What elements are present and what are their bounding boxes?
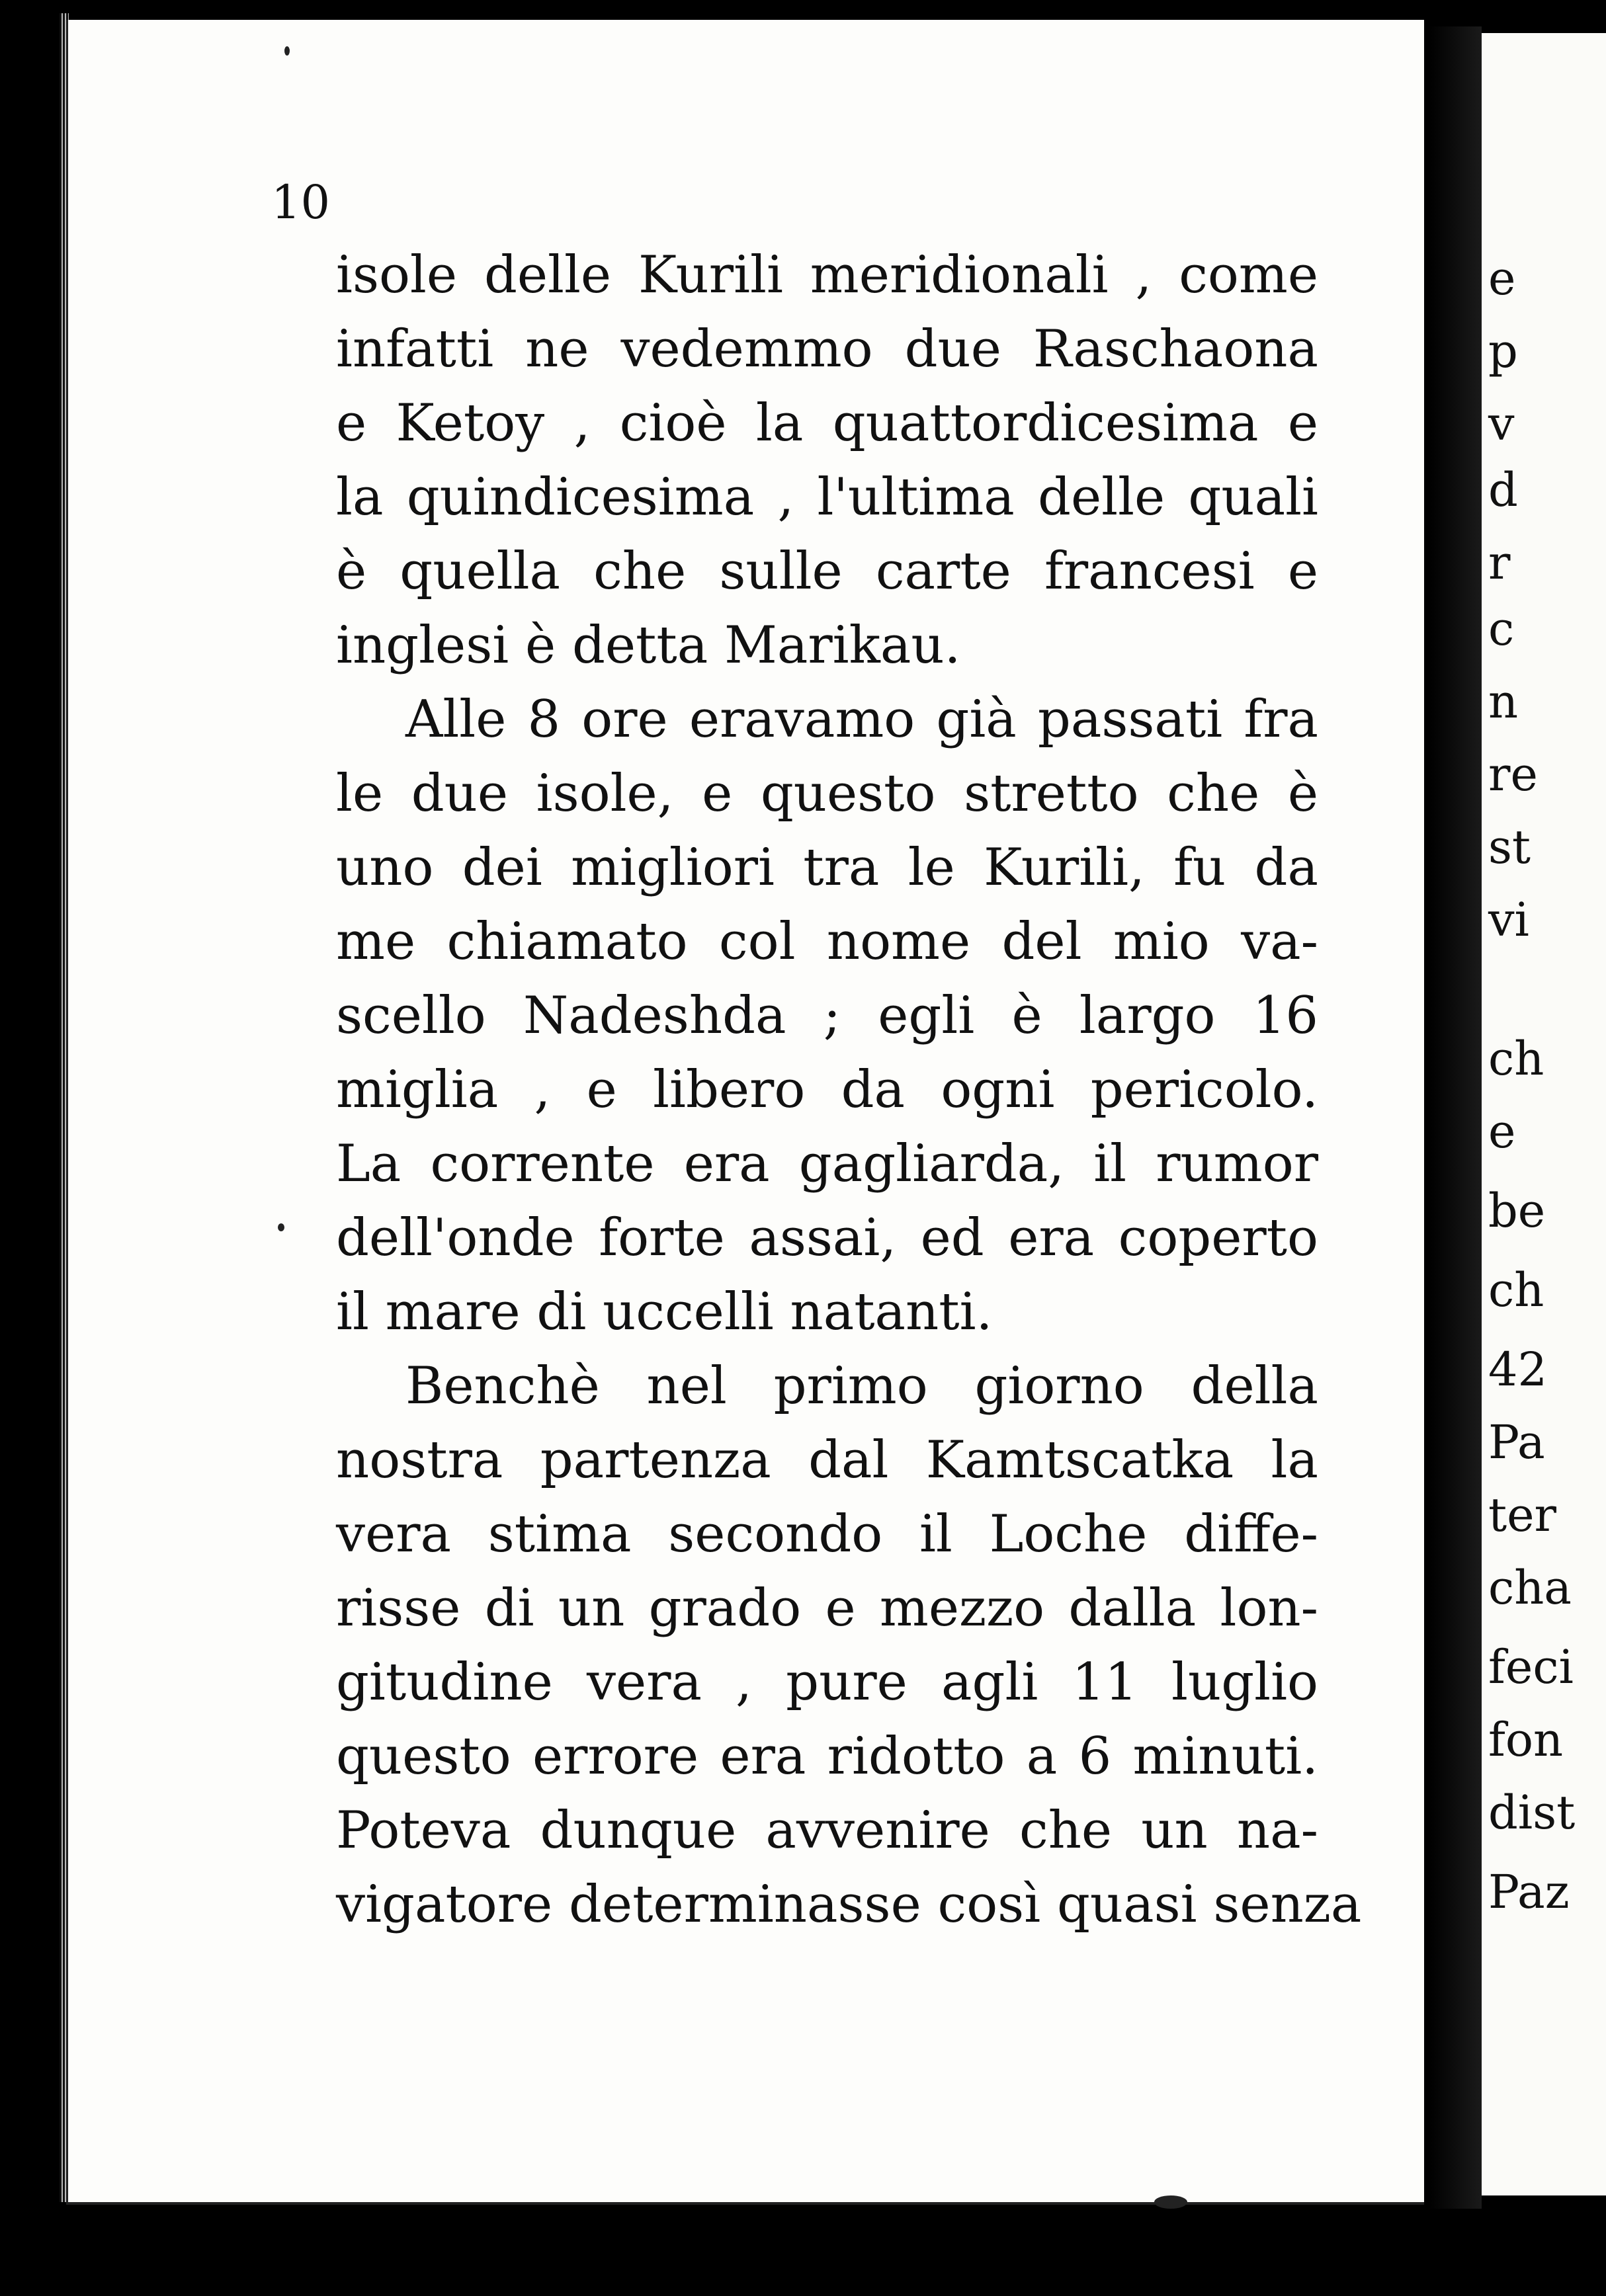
text-line: uno dei migliori tra le Kurili, fu da	[336, 838, 1318, 897]
text-line: inglesi è detta Marikau.	[336, 616, 961, 675]
facing-page-fragment: c	[1488, 602, 1515, 656]
facing-page-fragment: ch	[1488, 1263, 1544, 1317]
text-line: le due isole, e questo stretto che è	[336, 764, 1318, 823]
ink-speck	[1154, 2195, 1187, 2209]
text-line: me chiamato col nome del mio va-	[336, 912, 1318, 971]
page-number: 10	[271, 175, 331, 229]
text-line: Alle 8 ore eravamo già passati fra	[405, 690, 1318, 749]
book-gutter	[1429, 26, 1482, 2209]
text-line: il mare di uccelli natanti.	[336, 1282, 993, 1342]
facing-page-fragment: v	[1488, 397, 1515, 451]
facing-page-fragment: 42	[1488, 1342, 1548, 1397]
facing-page-fragment: re	[1488, 747, 1538, 801]
body-text	[336, 238, 1362, 1942]
ink-speck	[278, 1223, 284, 1231]
facing-page-fragment: Pa	[1488, 1415, 1545, 1469]
facing-page-fragment: Paz	[1488, 1865, 1570, 1919]
facing-page-fragment: r	[1488, 536, 1511, 590]
text-line: e Ketoy , cioè la quattordicesima e	[336, 393, 1318, 453]
text-line: vera stima secondo il Loche diffe-	[336, 1504, 1318, 1564]
facing-page-fragment: fon	[1488, 1713, 1564, 1767]
text-line: infatti ne vedemmo due Raschaona	[336, 319, 1318, 379]
facing-page-fragment: p	[1488, 324, 1518, 378]
text-line: scello Nadeshda ; egli è largo 16	[336, 986, 1318, 1046]
text-line: miglia , e libero da ogni pericolo.	[336, 1060, 1318, 1120]
facing-page-fragment: be	[1488, 1184, 1546, 1238]
text-line: nostra partenza dal Kamtscatka la	[336, 1430, 1318, 1490]
facing-page-fragment: cha	[1488, 1561, 1572, 1615]
facing-page-fragment: st	[1488, 820, 1531, 874]
text-line: la quindicesima , l'ultima delle quali	[336, 468, 1318, 527]
facing-page-fragment: d	[1488, 463, 1518, 517]
text-line: Benchè nel primo giorno della	[405, 1356, 1318, 1416]
text-line: dell'onde forte assai, ed era coperto	[336, 1208, 1318, 1268]
text-line: gitudine vera , pure agli 11 luglio	[336, 1653, 1318, 1712]
facing-page-fragment: ter	[1488, 1488, 1557, 1542]
facing-page-fragment: ch	[1488, 1032, 1544, 1086]
text-line: vigatore determinasse così quasi senza	[336, 1875, 1362, 1934]
facing-page-fragment: feci	[1488, 1640, 1574, 1694]
facing-page-fragment: n	[1488, 675, 1519, 729]
text-line: risse di un grado e mezzo dalla lon-	[336, 1578, 1318, 1638]
text-line: Poteva dunque avvenire che un na-	[336, 1801, 1318, 1860]
text-line: è quella che sulle carte francesi e	[336, 542, 1318, 601]
text-line: La corrente era gagliarda, il rumor	[336, 1134, 1318, 1194]
facing-page-fragment: vi	[1488, 893, 1529, 947]
facing-page-fragment: e	[1488, 251, 1516, 306]
ink-speck	[284, 46, 290, 56]
text-line: isole delle Kurili meridionali , come	[336, 245, 1318, 305]
text-line: questo errore era ridotto a 6 minuti.	[336, 1727, 1318, 1786]
facing-page-fragment: e	[1488, 1104, 1516, 1159]
facing-page-fragment: dist	[1488, 1785, 1576, 1840]
